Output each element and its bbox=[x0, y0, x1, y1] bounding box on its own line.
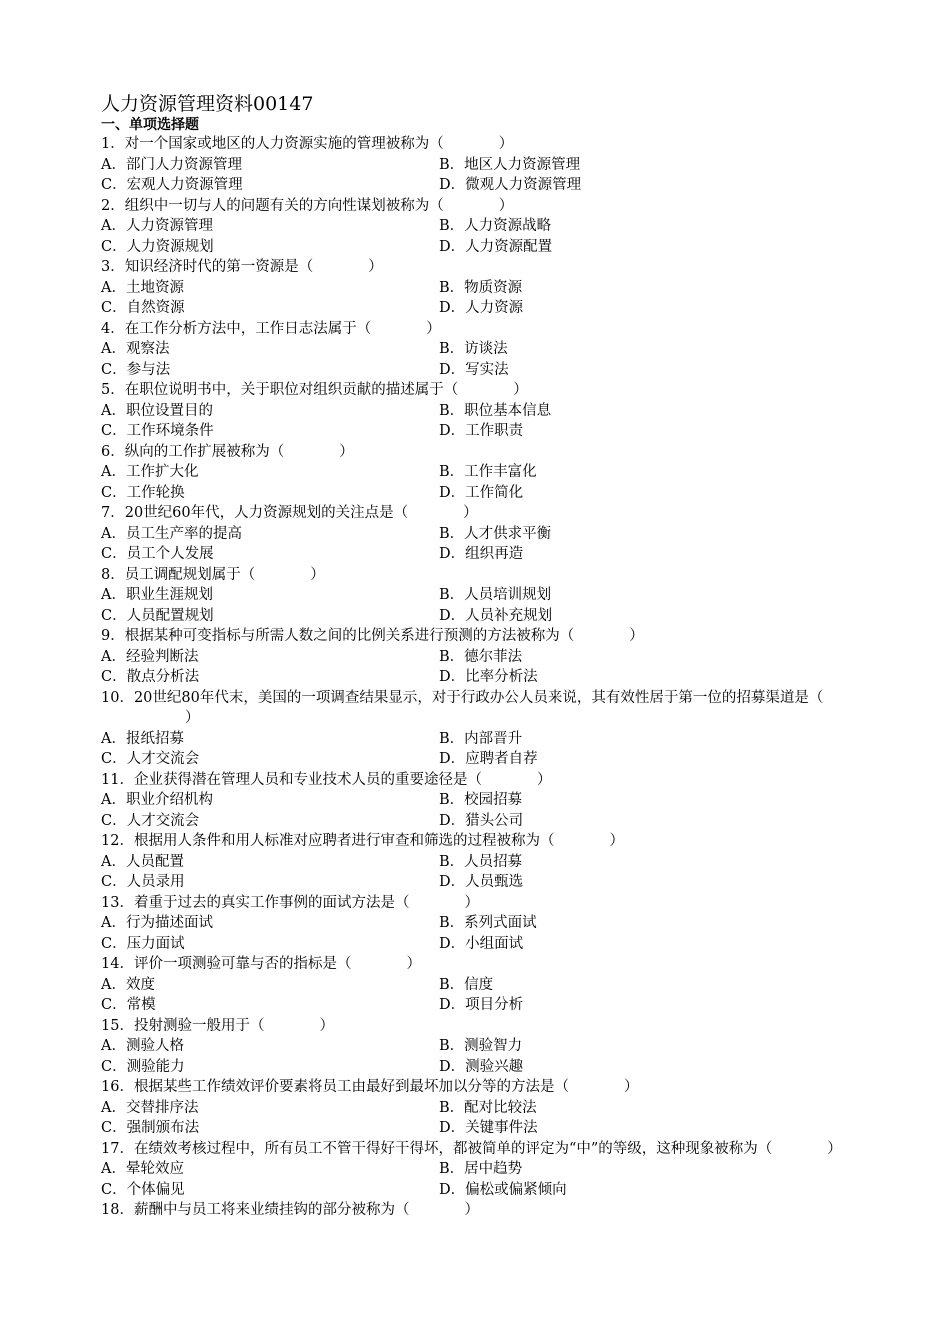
question-text: 9．根据某种可变指标与所需人数之间的比例关系进行预测的方法被称为（ bbox=[101, 628, 575, 644]
option-b: B．居中趋势 bbox=[439, 1161, 523, 1177]
closing-paren: ） bbox=[463, 505, 478, 521]
option-row bbox=[101, 647, 861, 668]
option-row bbox=[101, 913, 861, 934]
closing-paren: ） bbox=[406, 956, 421, 972]
option-d: D．微观人力资源管理 bbox=[439, 177, 582, 193]
option-d: D．猎头公司 bbox=[439, 812, 524, 829]
question-stem bbox=[101, 688, 861, 729]
option-a: A．观察法 bbox=[101, 341, 170, 357]
option-b: B．校园招募 bbox=[439, 792, 523, 808]
option-row bbox=[101, 729, 861, 750]
option-d: D．人员甄选 bbox=[439, 874, 524, 890]
question-text: 8．员工调配规划属于（ bbox=[101, 566, 256, 583]
option-d: D．人力资源 bbox=[439, 300, 524, 316]
closing-paren: ） bbox=[368, 259, 383, 275]
option-row bbox=[101, 483, 861, 504]
option-a: A．行为描述面试 bbox=[101, 915, 213, 931]
question-stem bbox=[101, 503, 861, 524]
question-text: 11．企业获得潜在管理人员和专业技术人员的重要途径是（ bbox=[101, 771, 482, 788]
option-d: D．工作简化 bbox=[439, 484, 524, 501]
document-title: 人力资源管理资料00147 bbox=[101, 93, 314, 115]
option-row bbox=[101, 1057, 861, 1078]
question-text: 6．纵向的工作扩展被称为（ bbox=[101, 443, 285, 460]
closing-paren: ） bbox=[629, 628, 644, 644]
closing-paren: ） bbox=[536, 771, 552, 788]
question-stem bbox=[101, 626, 861, 647]
option-b: B．访谈法 bbox=[439, 341, 508, 357]
question-text: 16．根据某些工作绩效评价要素将员工由最好到最坏加以分等的方法是（ bbox=[101, 1079, 569, 1095]
option-row bbox=[101, 1098, 861, 1119]
option-row bbox=[101, 544, 861, 565]
option-row bbox=[101, 872, 861, 893]
option-c: C．个体偏见 bbox=[101, 1181, 185, 1198]
question-text: 1．对一个国家或地区的人力资源实施的管理被称为（ bbox=[101, 136, 444, 152]
option-c: C．强制颁布法 bbox=[101, 1120, 200, 1136]
option-a: A．部门人力资源管理 bbox=[101, 156, 242, 173]
question-text: 2．组织中一切与人的问题有关的方向性谋划被称为（ bbox=[101, 197, 444, 214]
option-b: B．德尔菲法 bbox=[439, 648, 523, 665]
question-stem bbox=[101, 565, 861, 586]
question-stem bbox=[101, 257, 861, 278]
option-a: A．效度 bbox=[101, 976, 155, 993]
option-a: A．报纸招募 bbox=[101, 730, 184, 747]
option-d: D．小组面试 bbox=[439, 935, 524, 952]
option-row bbox=[101, 975, 861, 996]
question-text: 12．根据用人条件和用人标准对应聘者进行审查和筛选的过程被称为（ bbox=[101, 833, 555, 849]
option-b: B．系列式面试 bbox=[439, 915, 537, 931]
option-d: D．人力资源配置 bbox=[439, 238, 553, 255]
option-a: A．工作扩大化 bbox=[101, 464, 199, 480]
option-c: C．人力资源规划 bbox=[101, 238, 214, 255]
option-a: A．人力资源管理 bbox=[101, 218, 213, 234]
closing-paren: ） bbox=[623, 1079, 639, 1095]
option-d: D．应聘者自荐 bbox=[439, 751, 538, 767]
option-row bbox=[101, 811, 861, 832]
question-stem bbox=[101, 1139, 861, 1160]
option-c: C．员工个人发展 bbox=[101, 546, 214, 562]
option-d: D．组织再造 bbox=[439, 546, 524, 562]
option-c: C．压力面试 bbox=[101, 935, 185, 952]
option-b: B．人力资源战略 bbox=[439, 218, 552, 234]
question-text: 18．薪酬中与员工将来业绩挂钩的部分被称为（ bbox=[101, 1202, 410, 1218]
document-page bbox=[101, 92, 861, 1221]
option-row bbox=[101, 524, 861, 545]
option-b: B．物质资源 bbox=[439, 279, 523, 296]
option-d: D．工作职责 bbox=[439, 423, 524, 439]
option-b: B．信度 bbox=[439, 976, 494, 993]
question-text: 5．在职位说明书中，关于职位对组织贡献的描述属于（ bbox=[101, 382, 459, 398]
closing-paren: ） bbox=[185, 710, 200, 726]
option-a: A．晕轮效应 bbox=[101, 1161, 184, 1177]
option-row bbox=[101, 298, 861, 319]
option-b: B．人员培训规划 bbox=[439, 587, 552, 603]
option-row bbox=[101, 1159, 861, 1180]
question-stem bbox=[101, 1077, 861, 1098]
option-c: C．参与法 bbox=[101, 361, 171, 378]
question-stem bbox=[101, 380, 861, 401]
option-c: C．人才交流会 bbox=[101, 812, 200, 829]
option-d: D．测验兴趣 bbox=[439, 1058, 524, 1075]
question-stem bbox=[101, 770, 861, 791]
option-a: A．职业介绍机构 bbox=[101, 792, 213, 808]
option-row bbox=[101, 278, 861, 299]
option-a: A．员工生产率的提高 bbox=[101, 525, 242, 542]
option-b: B．工作丰富化 bbox=[439, 464, 537, 480]
question-text: 13．着重于过去的真实工作事例的面试方法是（ bbox=[101, 894, 410, 911]
question-text: 15．投射测验一般用于（ bbox=[101, 1017, 265, 1034]
closing-paren: ） bbox=[464, 1202, 479, 1218]
option-c: C．散点分析法 bbox=[101, 669, 200, 685]
question-text: 7．20世纪60年代，人力资源规划的关注点是（ bbox=[101, 505, 409, 521]
option-row bbox=[101, 237, 861, 258]
option-d: D．比率分析法 bbox=[439, 669, 538, 685]
question-stem bbox=[101, 831, 861, 852]
closing-paren: ） bbox=[464, 894, 479, 911]
question-text: 17．在绩效考核过程中，所有员工不管干得好干得坏，都被简单的评定为“中”的等级，这种现象被称为（ bbox=[101, 1140, 773, 1157]
option-row bbox=[101, 1036, 861, 1057]
option-row bbox=[101, 421, 861, 442]
option-row bbox=[101, 155, 861, 176]
option-row bbox=[101, 360, 861, 381]
option-d: D．项目分析 bbox=[439, 997, 524, 1013]
option-d: D．写实法 bbox=[439, 361, 509, 378]
option-row bbox=[101, 606, 861, 627]
option-a: A．经验判断法 bbox=[101, 648, 199, 665]
option-c: C．工作环境条件 bbox=[101, 423, 214, 439]
option-row bbox=[101, 1118, 861, 1139]
question-stem bbox=[101, 893, 861, 914]
option-row bbox=[101, 749, 861, 770]
option-a: A．职业生涯规划 bbox=[101, 587, 213, 603]
option-b: B．地区人力资源管理 bbox=[439, 156, 581, 173]
question-list bbox=[101, 134, 861, 1221]
option-c: C．宏观人力资源管理 bbox=[101, 177, 243, 193]
option-a: A．职位设置目的 bbox=[101, 402, 213, 419]
question-stem bbox=[101, 954, 861, 975]
closing-paren: ） bbox=[513, 382, 528, 398]
question-text: 14．评价一项测验可靠与否的指标是（ bbox=[101, 956, 352, 972]
option-row bbox=[101, 667, 861, 688]
option-c: C．自然资源 bbox=[101, 300, 185, 316]
question-stem bbox=[101, 196, 861, 217]
option-a: A．人员配置 bbox=[101, 853, 184, 870]
option-a: A．测验人格 bbox=[101, 1038, 184, 1054]
closing-paren: ） bbox=[827, 1140, 842, 1157]
option-b: B．测验智力 bbox=[439, 1038, 523, 1054]
question-stem bbox=[101, 134, 861, 155]
closing-paren: ） bbox=[498, 136, 514, 152]
option-row bbox=[101, 339, 861, 360]
question-text: 10．20世纪80年代末，美国的一项调查结果显示，对于行政办公人员来说，其有效性居于第一位的招募渠道是（ bbox=[101, 689, 824, 706]
question-text: 3．知识经济时代的第一资源是（ bbox=[101, 259, 314, 275]
option-b: B．内部晋升 bbox=[439, 730, 523, 747]
option-row bbox=[101, 852, 861, 873]
closing-paren: ） bbox=[498, 197, 514, 214]
option-d: D．人员补充规划 bbox=[439, 607, 553, 624]
option-c: C．人员录用 bbox=[101, 874, 185, 890]
option-c: C．工作轮换 bbox=[101, 484, 185, 501]
option-row bbox=[101, 585, 861, 606]
section-heading: 一、单项选择题 bbox=[101, 117, 199, 133]
question-stem bbox=[101, 319, 861, 340]
question-stem bbox=[101, 1200, 861, 1221]
option-row bbox=[101, 995, 861, 1016]
option-row bbox=[101, 790, 861, 811]
option-row bbox=[101, 462, 861, 483]
question-text: 4．在工作分析方法中，工作日志法属于（ bbox=[101, 320, 372, 337]
closing-paren: ） bbox=[339, 443, 354, 460]
option-row bbox=[101, 401, 861, 422]
option-row bbox=[101, 175, 861, 196]
option-c: C．测验能力 bbox=[101, 1058, 185, 1075]
question-stem bbox=[101, 442, 861, 463]
option-d: D．关键事件法 bbox=[439, 1120, 538, 1136]
option-c: C．常模 bbox=[101, 997, 156, 1013]
option-a: A．交替排序法 bbox=[101, 1099, 199, 1116]
option-d: D．偏松或偏紧倾向 bbox=[439, 1181, 567, 1198]
option-c: C．人员配置规划 bbox=[101, 607, 214, 624]
closing-paren: ） bbox=[426, 320, 441, 337]
option-b: B．职位基本信息 bbox=[439, 402, 552, 419]
option-a: A．土地资源 bbox=[101, 279, 184, 296]
closing-paren: ） bbox=[609, 833, 624, 849]
option-b: B．配对比较法 bbox=[439, 1099, 537, 1116]
option-row bbox=[101, 1180, 861, 1201]
option-row bbox=[101, 934, 861, 955]
question-stem bbox=[101, 1016, 861, 1037]
option-b: B．人员招募 bbox=[439, 853, 523, 870]
option-b: B．人才供求平衡 bbox=[439, 525, 552, 542]
option-row bbox=[101, 216, 861, 237]
closing-paren: ） bbox=[310, 566, 325, 583]
option-c: C．人才交流会 bbox=[101, 751, 200, 767]
closing-paren: ） bbox=[319, 1017, 334, 1034]
